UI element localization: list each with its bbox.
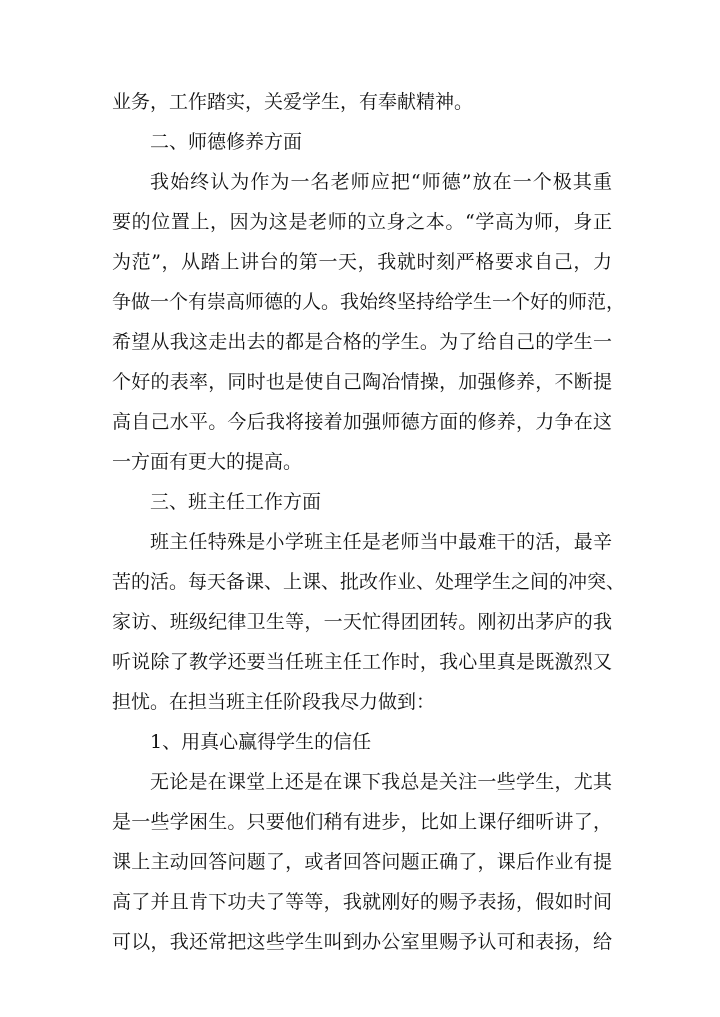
paragraph-line: 苦的活。每天备课、上课、批改作业、处理学生之间的冲突、 — [112, 571, 626, 593]
paragraph-line: 高了并且肯下功夫了等等，我就刚好的赐予表扬，假如时间 — [112, 891, 612, 913]
paragraph-line: 为范”，从踏上讲台的第一天，我就时刻严格要求自己，力 — [112, 251, 612, 273]
paragraph-line: 业务，工作踏实，关爱学生，有奉献精神。 — [112, 91, 474, 113]
paragraph-line: 无论是在课堂上还是在课下我总是关注一些学生，尤其 — [150, 771, 612, 793]
paragraph-line: 要的位置上，因为这是老师的立身之本。“学高为师，身正 — [112, 211, 612, 233]
paragraph-line: 担忧。在担当班主任阶段我尽力做到： — [112, 691, 436, 713]
paragraph-line: 个好的表率，同时也是使自己陶冶情操，加强修养，不断提 — [112, 371, 612, 393]
paragraph-line: 争做一个有崇高师德的人。我始终坚持给学生一个好的师范， — [112, 291, 626, 313]
subsection-heading: 1、用真心赢得学生的信任 — [150, 731, 372, 753]
paragraph-line: 听说除了教学还要当任班主任工作时，我心里真是既激烈又 — [112, 651, 612, 673]
section-heading: 三、班主任工作方面 — [150, 491, 322, 513]
paragraph-line: 希望从我这走出去的都是合格的学生。为了给自己的学生一 — [112, 331, 612, 353]
paragraph-line: 我始终认为作为一名老师应把“师德”放在一个极其重 — [150, 171, 612, 193]
paragraph-line: 家访、班级纪律卫生等，一天忙得团团转。刚初出茅庐的我 — [112, 611, 612, 633]
section-heading: 二、师德修养方面 — [150, 131, 303, 153]
paragraph-line: 课上主动回答问题了，或者回答问题正确了，课后作业有提 — [112, 851, 612, 873]
paragraph-line: 班主任特殊是小学班主任是老师当中最难干的活，最辛 — [150, 531, 612, 553]
paragraph-line: 高自己水平。今后我将接着加强师德方面的修养，力争在这 — [112, 411, 612, 433]
paragraph-line: 可以，我还常把这些学生叫到办公室里赐予认可和表扬，给 — [112, 931, 612, 953]
paragraph-line: 是一些学困生。只要他们稍有进步，比如上课仔细听讲了， — [112, 811, 612, 833]
paragraph-line: 一方面有更大的提高。 — [112, 451, 303, 473]
